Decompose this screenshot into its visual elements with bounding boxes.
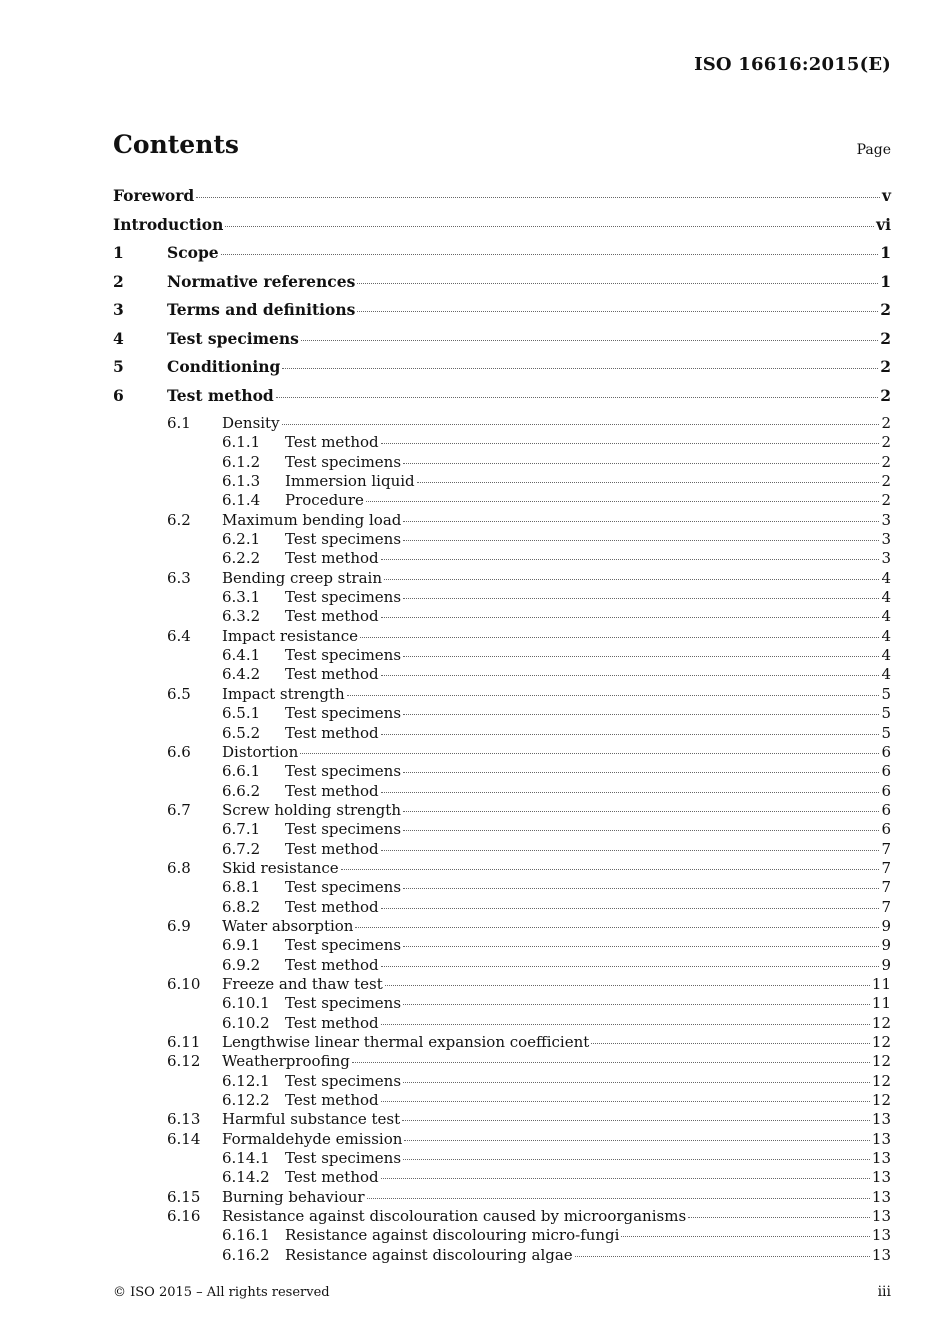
toc-entry-number: 6.5.1 bbox=[222, 704, 261, 723]
toc-dot-leader bbox=[381, 850, 880, 851]
toc-entry-page: 6 bbox=[881, 820, 891, 839]
toc-entry-title: Harmful substance test bbox=[222, 1110, 401, 1129]
toc-entry[interactable] bbox=[113, 685, 891, 704]
toc-entry-title: Test method bbox=[285, 433, 379, 452]
copyright-notice: © ISO 2015 – All rights reserved bbox=[113, 1285, 330, 1300]
toc-entry[interactable] bbox=[113, 453, 891, 472]
toc-entry[interactable] bbox=[113, 1072, 891, 1091]
toc-entry-page: 11 bbox=[871, 974, 891, 993]
toc-entry-number: 6.12.1 bbox=[222, 1071, 270, 1090]
toc-entry-title: Test specimens bbox=[285, 936, 402, 955]
toc-dot-leader bbox=[403, 772, 879, 773]
toc-entry[interactable] bbox=[113, 724, 891, 743]
toc-dot-leader bbox=[300, 753, 879, 754]
toc-dot-leader bbox=[347, 695, 880, 696]
toc-entry-title: Scope bbox=[167, 243, 219, 262]
toc-entry[interactable] bbox=[113, 801, 891, 820]
toc-entry-title: Test method bbox=[285, 723, 379, 742]
toc-entry-title: Maximum bending load bbox=[222, 510, 402, 529]
toc-entry[interactable] bbox=[113, 569, 891, 588]
toc-entry[interactable] bbox=[113, 243, 891, 272]
toc-entry-title: Screw holding strength bbox=[222, 800, 401, 819]
toc-entry[interactable] bbox=[113, 898, 891, 917]
toc-entry[interactable] bbox=[113, 186, 891, 215]
page-column-label: Page bbox=[856, 142, 891, 158]
toc-entry-title: Freeze and thaw test bbox=[222, 974, 383, 993]
toc-entry[interactable] bbox=[113, 1188, 891, 1207]
toc-entry-title: Test method bbox=[285, 549, 379, 568]
toc-entry-page: 2 bbox=[881, 452, 891, 471]
toc-dot-leader bbox=[381, 559, 880, 560]
toc-dot-leader bbox=[225, 226, 874, 227]
toc-dot-leader bbox=[381, 734, 880, 735]
toc-dot-leader bbox=[352, 1062, 870, 1063]
toc-entry[interactable] bbox=[113, 936, 891, 955]
toc-entry[interactable] bbox=[113, 1149, 891, 1168]
toc-entry-number: 6.14.1 bbox=[222, 1149, 270, 1168]
toc-entry-title: Test specimens bbox=[285, 704, 402, 723]
toc-dot-leader bbox=[688, 1217, 870, 1218]
toc-entry-page: 2 bbox=[880, 385, 891, 405]
toc-dot-leader bbox=[221, 254, 879, 255]
toc-entry[interactable] bbox=[113, 1033, 891, 1052]
toc-entry-page: 3 bbox=[881, 549, 891, 568]
toc-entry[interactable] bbox=[113, 300, 891, 329]
toc-entry-title: Immersion liquid bbox=[285, 472, 415, 491]
toc-entry-page: 2 bbox=[881, 414, 891, 432]
toc-entry[interactable] bbox=[113, 743, 891, 762]
toc-entry-page: 13 bbox=[871, 1110, 891, 1129]
toc-entry-title: Test method bbox=[285, 955, 379, 974]
toc-entry[interactable] bbox=[113, 530, 891, 549]
toc-dot-leader bbox=[385, 985, 870, 986]
toc-entry-title: Test method bbox=[285, 665, 379, 684]
toc-entry-page: 4 bbox=[881, 665, 891, 684]
toc-dot-leader bbox=[417, 482, 880, 483]
toc-dot-leader bbox=[282, 368, 878, 369]
toc-entry-number: 6.15 bbox=[167, 1187, 201, 1206]
toc-entry-page: 5 bbox=[881, 723, 891, 742]
toc-entry-number: 6.7.2 bbox=[222, 839, 261, 858]
toc-entry-number: 6.12 bbox=[167, 1052, 201, 1071]
toc-entry-page: 4 bbox=[881, 626, 891, 645]
toc-dot-leader bbox=[367, 1198, 870, 1199]
toc-dot-leader bbox=[403, 521, 879, 522]
toc-entry[interactable] bbox=[113, 1052, 891, 1071]
toc-entry-page: 2 bbox=[881, 491, 891, 510]
toc-entry-page: 5 bbox=[881, 684, 891, 703]
toc-entry-page: 4 bbox=[881, 568, 891, 587]
toc-entry[interactable] bbox=[113, 878, 891, 897]
toc-dot-leader bbox=[360, 637, 879, 638]
toc-entry-title: Lengthwise linear thermal expansion coefficient bbox=[222, 1033, 590, 1051]
toc-entry-page: 7 bbox=[881, 897, 891, 916]
toc-entry-number: 6.10 bbox=[167, 974, 201, 993]
toc-dot-leader bbox=[357, 283, 878, 284]
toc-entry-page: 2 bbox=[880, 357, 891, 376]
toc-entry[interactable] bbox=[113, 956, 891, 975]
toc-entry-page: 4 bbox=[881, 646, 891, 665]
toc-entry[interactable] bbox=[113, 820, 891, 839]
toc-entry-page: 6 bbox=[881, 762, 891, 781]
toc-entry-page: 12 bbox=[871, 1033, 891, 1051]
toc-entry[interactable] bbox=[113, 607, 891, 626]
toc-entry-title: Terms and definitions bbox=[167, 300, 356, 319]
toc-entry-number: 5 bbox=[113, 357, 124, 376]
toc-entry-number: 6.9.2 bbox=[222, 955, 261, 974]
toc-dot-leader bbox=[384, 579, 879, 580]
toc-entry-title: Skid resistance bbox=[222, 858, 339, 877]
table-of-contents bbox=[113, 186, 891, 1265]
toc-entry-title: Weatherproofing bbox=[222, 1052, 350, 1071]
toc-entry-title: Procedure bbox=[285, 491, 364, 510]
toc-entry-page: 13 bbox=[871, 1168, 891, 1187]
toc-entry[interactable] bbox=[113, 215, 891, 244]
toc-entry-title: Normative references bbox=[167, 271, 356, 291]
toc-dot-leader bbox=[381, 675, 880, 676]
toc-dot-leader bbox=[402, 1120, 870, 1121]
toc-entry-number: 6.8.2 bbox=[222, 897, 261, 916]
document-identifier: ISO 16616:2015(E) bbox=[694, 54, 891, 75]
toc-entry-number: 6.10.1 bbox=[222, 994, 270, 1013]
toc-entry-number: 6.2.2 bbox=[222, 549, 261, 568]
toc-entry-title: Test method bbox=[285, 1013, 379, 1032]
toc-entry-number: 6.16.1 bbox=[222, 1226, 270, 1245]
toc-entry[interactable] bbox=[113, 1168, 891, 1187]
toc-entry-title: Impact resistance bbox=[222, 626, 359, 645]
toc-entry-number: 6.16 bbox=[167, 1207, 201, 1226]
toc-entry-page: 6 bbox=[881, 781, 891, 800]
toc-entry[interactable] bbox=[113, 840, 891, 859]
toc-entry-title: Introduction bbox=[113, 214, 224, 234]
toc-entry-page: vi bbox=[876, 214, 891, 234]
toc-entry-page: 13 bbox=[871, 1187, 891, 1206]
toc-dot-leader bbox=[403, 1004, 870, 1005]
toc-entry-page: 12 bbox=[871, 1052, 891, 1071]
toc-entry[interactable] bbox=[113, 433, 891, 452]
toc-entry-number: 6.7 bbox=[167, 800, 191, 819]
toc-entry-number: 6.13 bbox=[167, 1110, 201, 1129]
toc-dot-leader bbox=[381, 908, 880, 909]
toc-entry-page: 5 bbox=[881, 704, 891, 723]
toc-dot-leader bbox=[381, 1101, 870, 1102]
toc-dot-leader bbox=[341, 869, 880, 870]
toc-entry-title: Density bbox=[222, 414, 280, 432]
toc-entry-page: 4 bbox=[881, 588, 891, 607]
toc-entry-page: 9 bbox=[881, 955, 891, 974]
page-number: iii bbox=[877, 1284, 891, 1300]
toc-entry-title: Test specimens bbox=[167, 328, 299, 348]
toc-entry-title: Test specimens bbox=[285, 878, 402, 897]
toc-entry-title: Impact strength bbox=[222, 684, 345, 703]
toc-dot-leader bbox=[381, 617, 880, 618]
toc-entry-title: Test specimens bbox=[285, 1149, 402, 1168]
toc-entry-page: 3 bbox=[881, 510, 891, 529]
toc-dot-leader bbox=[591, 1043, 870, 1044]
toc-entry-title: Burning behaviour bbox=[222, 1187, 365, 1206]
toc-entry-page: 7 bbox=[881, 858, 891, 877]
toc-entry-number: 6.2 bbox=[167, 510, 191, 529]
toc-entry-number: 6.6.2 bbox=[222, 781, 261, 800]
toc-entry-title: Test specimens bbox=[285, 762, 402, 781]
toc-entry-page: 13 bbox=[871, 1149, 891, 1168]
toc-entry-page: 13 bbox=[871, 1226, 891, 1245]
toc-entry-title: Test method bbox=[285, 897, 379, 916]
toc-entry-title: Resistance against discolouration caused by microorganisms bbox=[222, 1207, 687, 1226]
toc-entry-page: 2 bbox=[880, 300, 891, 319]
toc-entry-title: Test specimens bbox=[285, 588, 402, 607]
toc-dot-leader bbox=[403, 714, 879, 715]
toc-dot-leader bbox=[403, 830, 879, 831]
toc-entry-number: 6.10.2 bbox=[222, 1013, 270, 1032]
toc-dot-leader bbox=[403, 598, 879, 599]
toc-entry-title: Formaldehyde emission bbox=[222, 1129, 403, 1148]
toc-dot-leader bbox=[381, 966, 880, 967]
toc-entry[interactable] bbox=[113, 704, 891, 723]
toc-entry-page: 9 bbox=[881, 936, 891, 955]
toc-entry-number: 6.2.1 bbox=[222, 530, 261, 549]
toc-entry-page: 13 bbox=[871, 1207, 891, 1226]
toc-entry-number: 6.1.1 bbox=[222, 433, 261, 452]
contents-title: Contents bbox=[113, 130, 240, 159]
toc-entry-page: 2 bbox=[881, 433, 891, 452]
toc-entry-number: 6.5.2 bbox=[222, 723, 261, 742]
toc-entry[interactable] bbox=[113, 762, 891, 781]
toc-entry[interactable] bbox=[113, 1207, 891, 1226]
toc-entry[interactable] bbox=[113, 472, 891, 491]
toc-entry-number: 6.6.1 bbox=[222, 762, 261, 781]
toc-entry[interactable] bbox=[113, 1226, 891, 1245]
toc-entry-title: Test method bbox=[285, 1091, 379, 1110]
toc-dot-leader bbox=[621, 1236, 869, 1237]
toc-entry[interactable] bbox=[113, 386, 891, 415]
toc-entry-title: Test specimens bbox=[285, 820, 402, 839]
toc-entry-title: Foreword bbox=[113, 186, 195, 205]
toc-entry-page: 13 bbox=[871, 1129, 891, 1148]
toc-entry[interactable] bbox=[113, 329, 891, 358]
toc-dot-leader bbox=[196, 197, 880, 198]
toc-dot-leader bbox=[403, 540, 879, 541]
toc-dot-leader bbox=[403, 463, 879, 464]
toc-entry-number: 6.12.2 bbox=[222, 1091, 270, 1110]
toc-entry-page: 2 bbox=[880, 328, 891, 348]
toc-entry-number: 6.5 bbox=[167, 684, 191, 703]
toc-entry-title: Conditioning bbox=[167, 357, 281, 376]
toc-dot-leader bbox=[381, 1024, 870, 1025]
toc-entry[interactable] bbox=[113, 665, 891, 684]
toc-entry-title: Water absorption bbox=[222, 916, 354, 935]
toc-entry-number: 6.8 bbox=[167, 858, 191, 877]
toc-dot-leader bbox=[381, 792, 880, 793]
toc-entry-title: Test method bbox=[167, 385, 274, 405]
toc-entry[interactable] bbox=[113, 917, 891, 936]
toc-dot-leader bbox=[403, 811, 879, 812]
toc-entry-number: 6.4.1 bbox=[222, 646, 261, 665]
toc-entry[interactable] bbox=[113, 975, 891, 994]
toc-entry-title: Test specimens bbox=[285, 1071, 402, 1090]
toc-entry-title: Resistance against discolouring micro-fungi bbox=[285, 1226, 620, 1245]
toc-entry-page: 12 bbox=[871, 1013, 891, 1032]
toc-entry[interactable] bbox=[113, 627, 891, 646]
toc-entry-title: Test method bbox=[285, 607, 379, 626]
toc-entry[interactable] bbox=[113, 588, 891, 607]
toc-entry[interactable] bbox=[113, 511, 891, 530]
toc-dot-leader bbox=[357, 311, 878, 312]
toc-entry[interactable] bbox=[113, 491, 891, 510]
toc-entry-number: 6.1 bbox=[167, 414, 191, 432]
toc-entry-title: Test method bbox=[285, 839, 379, 858]
toc-entry-number: 6.9.1 bbox=[222, 936, 261, 955]
toc-entry-title: Bending creep strain bbox=[222, 568, 382, 587]
toc-dot-leader bbox=[403, 1159, 870, 1160]
toc-entry-title: Test specimens bbox=[285, 530, 402, 549]
toc-entry[interactable] bbox=[113, 859, 891, 878]
toc-dot-leader bbox=[301, 340, 878, 341]
toc-entry-title: Test specimens bbox=[285, 646, 402, 665]
toc-entry-page: 4 bbox=[881, 607, 891, 626]
toc-entry-number: 6.9 bbox=[167, 916, 191, 935]
toc-dot-leader bbox=[276, 397, 878, 398]
toc-entry-page: 7 bbox=[881, 839, 891, 858]
toc-entry-number: 6.3.2 bbox=[222, 607, 261, 626]
toc-entry-page: 6 bbox=[881, 800, 891, 819]
toc-entry[interactable] bbox=[113, 1091, 891, 1110]
toc-entry-title: Test specimens bbox=[285, 452, 402, 471]
toc-entry-number: 1 bbox=[113, 243, 124, 262]
toc-entry[interactable] bbox=[113, 357, 891, 386]
toc-entry-number: 3 bbox=[113, 300, 124, 319]
toc-entry-number: 6.1.3 bbox=[222, 472, 261, 491]
toc-dot-leader bbox=[403, 946, 879, 947]
toc-entry-page: 1 bbox=[880, 243, 891, 262]
toc-dot-leader bbox=[404, 1140, 870, 1141]
toc-entry[interactable] bbox=[113, 549, 891, 568]
toc-entry-number: 6.8.1 bbox=[222, 878, 261, 897]
toc-entry-number: 6.11 bbox=[167, 1033, 201, 1051]
toc-entry[interactable] bbox=[113, 1014, 891, 1033]
toc-dot-leader bbox=[381, 1178, 870, 1179]
toc-entry-number: 6 bbox=[113, 385, 124, 405]
toc-entry-page: 7 bbox=[881, 878, 891, 897]
toc-entry-page: 12 bbox=[871, 1071, 891, 1090]
toc-entry-number: 6.14 bbox=[167, 1129, 201, 1148]
toc-entry[interactable] bbox=[113, 782, 891, 801]
toc-entry-page: 13 bbox=[871, 1245, 891, 1264]
toc-entry[interactable] bbox=[113, 1130, 891, 1149]
toc-entry-number: 6.14.2 bbox=[222, 1168, 270, 1187]
toc-entry-title: Test specimens bbox=[285, 994, 402, 1013]
toc-entry-page: 3 bbox=[881, 530, 891, 549]
toc-dot-leader bbox=[366, 501, 880, 502]
toc-entry-page: 11 bbox=[871, 994, 891, 1013]
toc-entry-page: 9 bbox=[881, 916, 891, 935]
toc-dot-leader bbox=[282, 424, 880, 425]
toc-entry[interactable] bbox=[113, 272, 891, 301]
toc-entry-title: Resistance against discolouring algae bbox=[285, 1245, 573, 1264]
toc-entry-number: 6.1.2 bbox=[222, 452, 261, 471]
toc-entry[interactable] bbox=[113, 646, 891, 665]
toc-dot-leader bbox=[355, 927, 879, 928]
toc-entry-page: 2 bbox=[881, 472, 891, 491]
contents-heading-row bbox=[113, 130, 891, 166]
toc-entry-page: v bbox=[881, 186, 891, 205]
toc-entry-title: Distortion bbox=[222, 742, 299, 761]
toc-entry[interactable] bbox=[113, 1246, 891, 1265]
toc-dot-leader bbox=[403, 656, 879, 657]
toc-entry-page: 12 bbox=[871, 1091, 891, 1110]
toc-entry-number: 6.3.1 bbox=[222, 588, 261, 607]
toc-entry-number: 6.3 bbox=[167, 568, 191, 587]
toc-entry[interactable] bbox=[113, 994, 891, 1013]
toc-entry-title: Test method bbox=[285, 1168, 379, 1187]
toc-entry-number: 4 bbox=[113, 328, 124, 348]
toc-entry-page: 1 bbox=[880, 271, 891, 291]
toc-dot-leader bbox=[403, 1082, 870, 1083]
toc-dot-leader bbox=[403, 888, 879, 889]
toc-dot-leader bbox=[575, 1256, 870, 1257]
toc-entry-number: 6.4 bbox=[167, 626, 191, 645]
toc-entry-number: 6.1.4 bbox=[222, 491, 261, 510]
toc-entry-number: 6.4.2 bbox=[222, 665, 261, 684]
toc-dot-leader bbox=[381, 443, 880, 444]
toc-entry-number: 6.7.1 bbox=[222, 820, 261, 839]
toc-entry[interactable] bbox=[113, 414, 891, 433]
toc-entry-number: 2 bbox=[113, 271, 124, 291]
toc-entry-number: 6.6 bbox=[167, 742, 191, 761]
toc-entry-number: 6.16.2 bbox=[222, 1245, 270, 1264]
toc-entry-title: Test method bbox=[285, 781, 379, 800]
toc-entry[interactable] bbox=[113, 1110, 891, 1129]
toc-entry-page: 6 bbox=[881, 742, 891, 761]
